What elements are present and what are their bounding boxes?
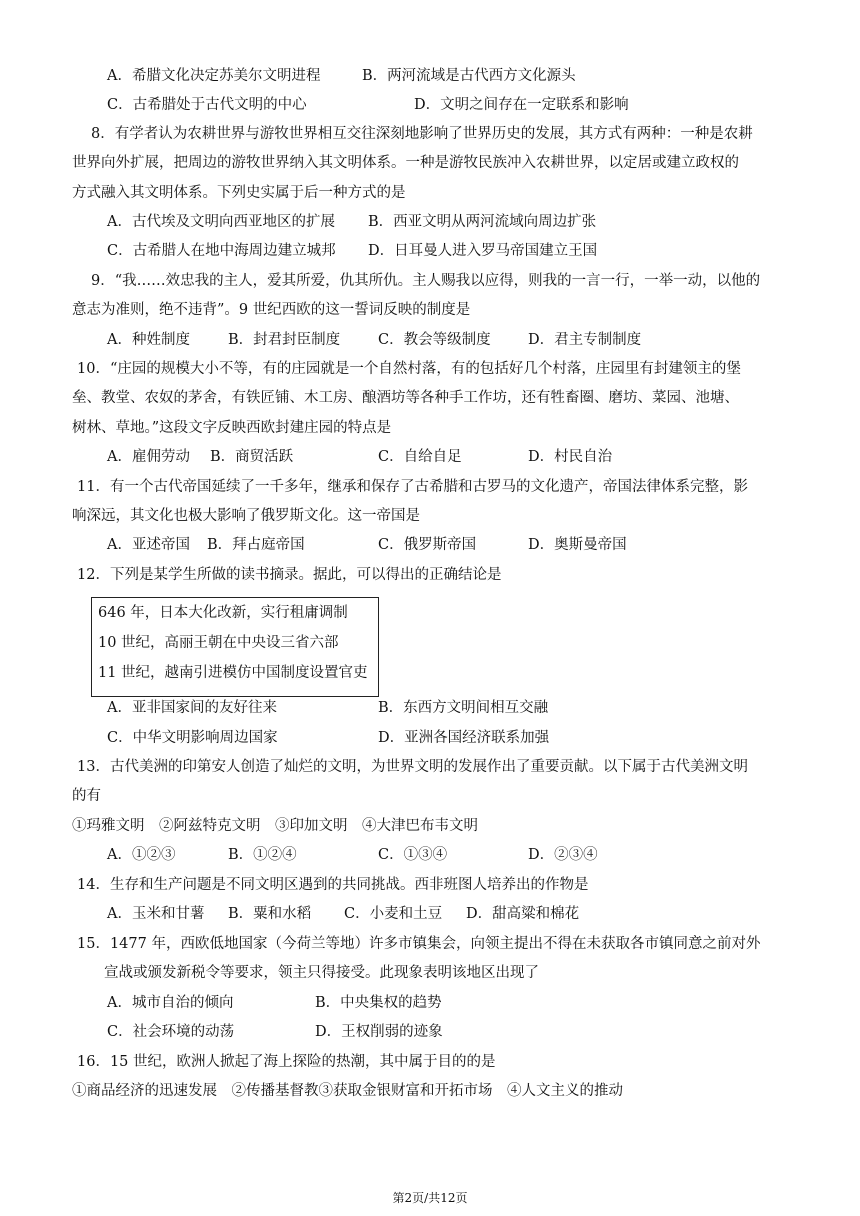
option-b: B．东西方文明间相互交融 [378,700,549,716]
question-8-stem-line: 方式融入其文明体系。下列史实属于后一种方式的是 [72,185,406,201]
question-16-stem: 16．15 世纪，欧洲人掀起了海上探险的热潮，其中属于目的的是 [77,1054,496,1070]
option-d: D．君主专制制度 [528,332,642,348]
question-13-stem-line: 13．古代美洲的印第安人创造了灿烂的文明，为世界文明的发展作出了重要贡献。以下属于古代美洲文明 [77,759,748,775]
option-a: A．玉米和甘薯 [107,906,205,922]
option-b: B．西亚文明从两河流域向周边扩张 [368,214,597,230]
option-d: D．甜高粱和棉花 [466,906,580,922]
question-10-stem-line: 垒、教堂、农奴的茅舍，有铁匠铺、木工房、酿酒坊等各种手工作坊，还有牲畜圈、磨坊、菜园、池塘、 [72,390,739,406]
question-11-stem-line: 响深远，其文化也极大影响了俄罗斯文化。这一帝国是 [72,508,420,524]
option-b: B．商贸活跃 [210,449,294,465]
question-11-stem-line: 11．有一个古代帝国延续了一千多年，继承和保存了古希腊和古罗马的文化遗产，帝国法律体系完整，影 [77,479,748,495]
option-b: B．封君封臣制度 [228,332,341,348]
page-number: 第2页/共12页 [392,1191,468,1205]
reading-note: 11 世纪，越南引进模仿中国制度设置官吏 [98,665,368,681]
option-a: A．种姓制度 [107,332,190,348]
option-c: C．教会等级制度 [378,332,491,348]
option-c: C．社会环境的动荡 [107,1024,235,1040]
question-10-stem-line: 树林、草地。”这段文字反映西欧封建庄园的特点是 [72,420,392,436]
option-d: D．②③④ [528,847,598,863]
option-c: C．自给自足 [378,449,462,465]
option-d: D．王权削弱的迹象 [315,1024,443,1040]
option-b: B．粟和水稻 [228,906,312,922]
reading-note: 10 世纪，高丽王朝在中央设三省六部 [98,635,339,651]
question-8-stem-line: 8．有学者认为农耕世界与游牧世界相互交往深刻地影响了世界历史的发展，其方式有两种：一种是农耕 [91,126,753,142]
option-b: B．两河流域是古代西方文化源头 [362,68,576,84]
question-15-stem-line: 宣战或颁发新税令等要求，领主只得接受。此现象表明该地区出现了 [104,965,539,981]
reading-notes-box [91,597,379,697]
question-16-items: ①商品经济的迅速发展 ②传播基督教③获取金银财富和开拓市场 ④人文主义的推动 [72,1083,623,1099]
option-d: D．奥斯曼帝国 [528,537,627,553]
option-a: A．古代埃及文明向西亚地区的扩展 [107,214,335,230]
option-a: A．亚非国家间的友好往来 [107,700,277,716]
option-d: D．村民自治 [528,449,613,465]
reading-note: 646 年，日本大化改新，实行租庸调制 [98,605,348,621]
option-b: B．中央集权的趋势 [315,995,442,1011]
option-c: C．古希腊处于古代文明的中心 [107,97,307,113]
option-c: C．中华文明影响周边国家 [107,730,278,746]
question-15-stem-line: 15．1477 年，西欧低地国家（今荷兰等地）许多市镇集会，向领主提出不得在未获取各市镇同意之前对外 [77,936,761,952]
option-a: A．城市自治的倾向 [107,995,234,1011]
question-10-stem-line: 10．“庄园的规模大小不等，有的庄园就是一个自然村落，有的包括好几个村落，庄园里有封建领主的堡 [77,361,741,377]
option-d: D．文明之间存在一定联系和影响 [414,97,629,113]
option-c: C．①③④ [378,847,448,863]
question-9-stem-line: 意志为准则，绝不违背”。9 世纪西欧的这一誓词反映的制度是 [72,302,471,318]
question-13-stem-line: 的有 [72,788,101,804]
question-13-items: ①玛雅文明 ②阿兹特克文明 ③印加文明 ④大津巴布韦文明 [72,818,478,834]
question-12-stem: 12．下列是某学生所做的读书摘录。据此，可以得出的正确结论是 [77,567,502,583]
question-14-stem: 14．生存和生产问题是不同文明区遇到的共同挑战。西非班图人培养出的作物是 [77,877,589,893]
question-9-stem-line: 9．“我……效忠我的主人，爱其所爱，仇其所仇。主人赐我以应得，则我的一言一行，一举一动，以他的 [91,273,761,289]
option-a: A．雇佣劳动 [107,449,190,465]
option-b: B．拜占庭帝国 [207,537,305,553]
option-a: A．①②③ [107,847,176,863]
option-d: D．亚洲各国经济联系加强 [378,730,550,746]
question-8-stem-line: 世界向外扩展，把周边的游牧世界纳入其文明体系。一种是游牧民族冲入农耕世界，以定居或建立政权的 [72,155,739,171]
option-a: A．希腊文化决定苏美尔文明进程 [107,68,321,84]
option-c: C．古希腊人在地中海周边建立城邦 [107,243,336,259]
option-a: A．亚述帝国 [107,537,190,553]
option-c: C．俄罗斯帝国 [378,537,477,553]
option-c: C．小麦和土豆 [344,906,443,922]
option-b: B．①②④ [228,847,297,863]
option-d: D．日耳曼人进入罗马帝国建立王国 [368,243,598,259]
